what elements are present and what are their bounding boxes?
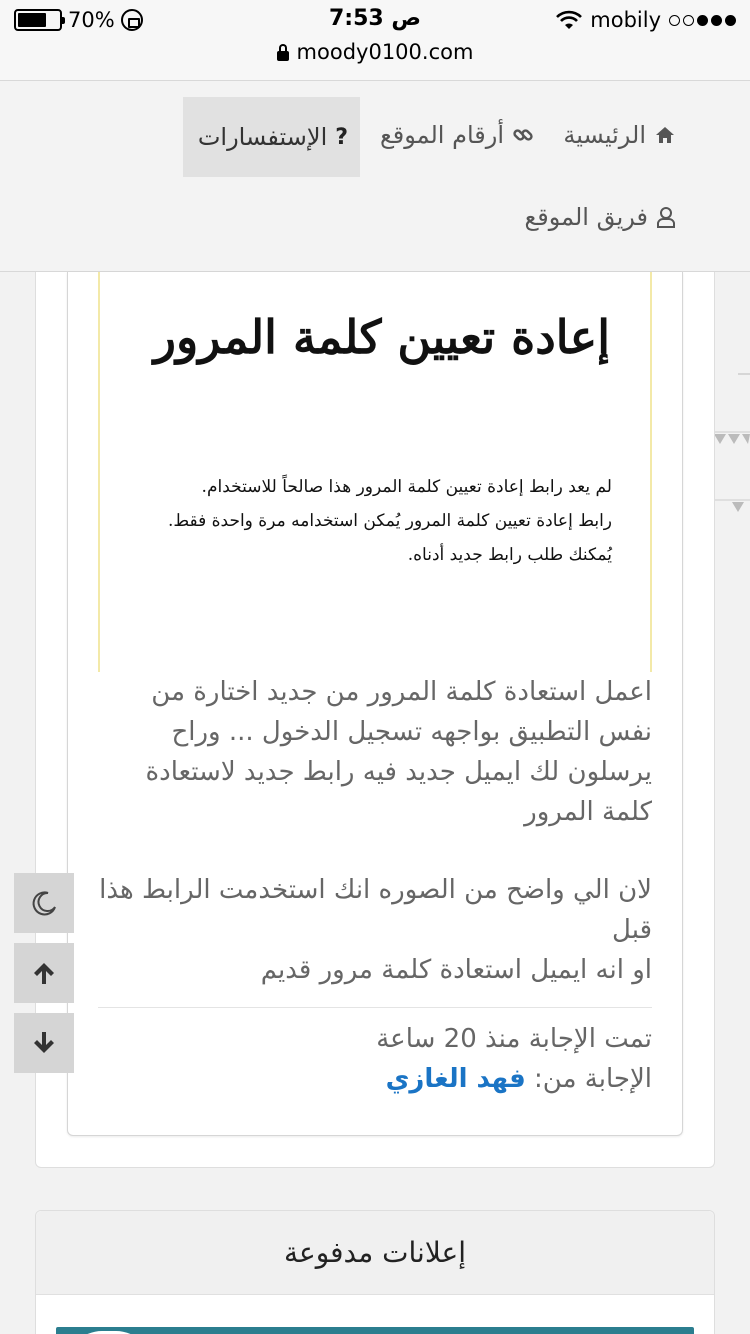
home-icon bbox=[654, 125, 676, 145]
answer-line: لان الي واضح من الصوره انك استخدمت الرابط هذا قبل bbox=[99, 875, 652, 945]
nav-item-site-numbers[interactable] bbox=[368, 95, 546, 175]
arrow-up-icon bbox=[31, 960, 57, 986]
attachment-line: رابط إعادة تعيين كلمة المرور يُمكن استخدامه مرة واحدة فقط. bbox=[167, 511, 612, 531]
answer-paragraph: اعمل استعادة كلمة المرور من جديد اختارة من نفس التطبيق بواجهه تسجيل الدخول ... وراح يرسلون لك ايميل جديد فيه رابط جديد لاستعادة كلمة المرور bbox=[145, 677, 652, 827]
nav-item-label: أرقام الموقع bbox=[379, 121, 504, 149]
url-bar[interactable] bbox=[0, 40, 750, 80]
battery-percent: 70% bbox=[68, 8, 115, 32]
nav-item-inquiries[interactable] bbox=[183, 97, 360, 177]
answered-by bbox=[92, 1064, 652, 1094]
answered-time: تمت الإجابة منذ 20 ساعة bbox=[376, 1024, 652, 1054]
right-edge-decoration bbox=[710, 360, 750, 525]
ad-banner[interactable] bbox=[56, 1327, 694, 1334]
link-icon bbox=[512, 124, 534, 146]
url-domain: moody0100.com bbox=[296, 40, 474, 64]
scroll-up-button[interactable] bbox=[14, 943, 74, 1003]
nav-item-label: الإستفسارات bbox=[197, 123, 328, 151]
answer-paragraph bbox=[92, 870, 652, 990]
arrow-down-icon bbox=[31, 1030, 57, 1056]
attachment-title: إعادة تعيين كلمة المرور bbox=[153, 310, 610, 364]
attachment-line: لم يعد رابط إعادة تعيين كلمة المرور هذا صالحاً للاستخدام. bbox=[201, 477, 612, 497]
sponsored-card bbox=[35, 1210, 715, 1334]
answer-line: او انه ايميل استعادة كلمة مرور قديم bbox=[260, 955, 652, 985]
status-bar bbox=[0, 0, 750, 40]
nav-item-label: فريق الموقع bbox=[524, 203, 648, 231]
question-icon: ? bbox=[335, 124, 348, 150]
carrier-name: mobily bbox=[590, 8, 661, 32]
nav-item-site-team[interactable] bbox=[512, 177, 688, 257]
site-nav bbox=[0, 80, 750, 272]
user-icon bbox=[656, 206, 676, 228]
signal-icon bbox=[669, 15, 736, 26]
answer-attachment-image[interactable] bbox=[98, 272, 652, 672]
scroll-down-button[interactable] bbox=[14, 1013, 74, 1073]
status-time: 7:53 ص bbox=[329, 6, 421, 31]
nav-item-home[interactable] bbox=[551, 95, 688, 175]
status-right bbox=[556, 8, 736, 32]
night-mode-button[interactable] bbox=[14, 873, 74, 933]
sponsored-title: إعلانات مدفوعة bbox=[36, 1211, 714, 1295]
answered-by-label: الإجابة من: bbox=[534, 1064, 652, 1094]
moon-icon bbox=[30, 889, 58, 917]
attachment-text bbox=[142, 470, 612, 572]
lock-icon bbox=[277, 51, 289, 61]
wifi-icon bbox=[556, 10, 582, 30]
author-link[interactable]: فهد الغازي bbox=[385, 1064, 526, 1094]
attachment-line: يُمكنك طلب رابط جديد أدناه. bbox=[407, 545, 612, 565]
nav-item-label: الرئيسية bbox=[563, 121, 646, 149]
divider bbox=[98, 1007, 652, 1008]
